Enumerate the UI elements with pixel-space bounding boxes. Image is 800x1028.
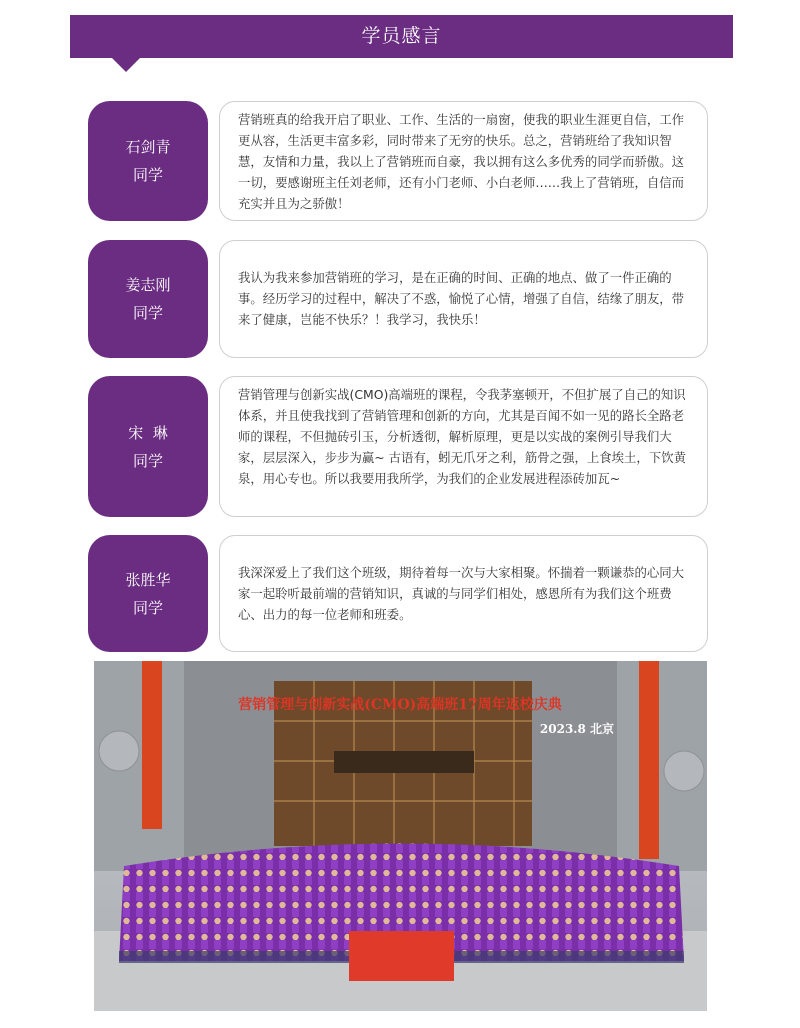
- testimonial-card: [88, 240, 710, 358]
- photo-title: 营销管理与创新实战(CMO)高端班17周年返校庆典: [238, 697, 562, 713]
- student-name: 宋 琳: [128, 423, 168, 442]
- student-name-badge: [88, 101, 208, 221]
- student-role: 同学: [132, 451, 163, 470]
- student-role: 同学: [132, 304, 163, 322]
- student-name-badge: [88, 535, 208, 652]
- testimonial-card: [88, 535, 710, 652]
- group-photo: [94, 661, 707, 1011]
- quote-text: 我认为我来参加营销班的学习，是在正确的时间、正确的地点、做了一件正确的事。经历学习的过程中，解决了不惑，愉悦了心情，增强了自信，结缘了朋友，带来了健康，岂能不快乐？！我学习，我快乐！: [238, 270, 685, 327]
- quote-text: 营销管理与创新实战(CMO)高端班的课程，令我茅塞顿开，不但扩展了自己的知识体系，并且使我找到了营销管理和创新的方向，尤其是百闻不如一见的路长全路老师的课程，不但抛砖引玉，分析透彻，解析原理，更是以实战的案例引导我们大家，层层深入，步步为赢~ 古语有，蚓无爪牙之利，筋骨之强，上食埃土，下饮黄泉，用心专也。所以我要用我所学，为我们的企业发展进程添砖加瓦~: [238, 387, 686, 486]
- testimonial-quote: [219, 535, 708, 652]
- student-name: 张胜华: [125, 570, 171, 589]
- testimonial-card: [88, 376, 710, 517]
- section-title: 学员感言: [361, 25, 442, 47]
- testimonial-quote: [219, 376, 708, 517]
- header-pointer: [112, 58, 140, 72]
- student-role: 同学: [132, 598, 163, 617]
- quote-text: 我深深爱上了我们这个班级，期待着每一次与大家相聚。怀揣着一颗谦恭的心同大家一起聆听最前端的营销知识，真诚的与同学们相处，感恩所有为我们这个班费心、出力的每一位老师和班委。: [238, 565, 685, 622]
- testimonial-card: [88, 101, 710, 221]
- student-role: 同学: [132, 166, 163, 184]
- testimonial-quote: [219, 101, 708, 221]
- testimonial-quote: [219, 240, 708, 358]
- student-name-badge: [88, 376, 208, 517]
- photo-date: 2023.8 北京: [539, 722, 614, 736]
- student-name: 姜志刚: [125, 276, 171, 294]
- section-header: [70, 15, 733, 58]
- student-name: 石剑青: [125, 138, 171, 156]
- quote-text: 营销班真的给我开启了职业、工作、生活的一扇窗，使我的职业生涯更自信，工作更从容，生活更丰富多彩，同时带来了无穷的快乐。总之，营销班给了我知识智慧，友情和力量，我以上了营销班而自豪，我以拥有这么多优秀的同学而骄傲。这一切，要感谢班主任刘老师，还有小门老师、小白老师……我上了营销班，自信而充实并且为之骄傲！: [238, 112, 685, 211]
- student-name-badge: [88, 240, 208, 358]
